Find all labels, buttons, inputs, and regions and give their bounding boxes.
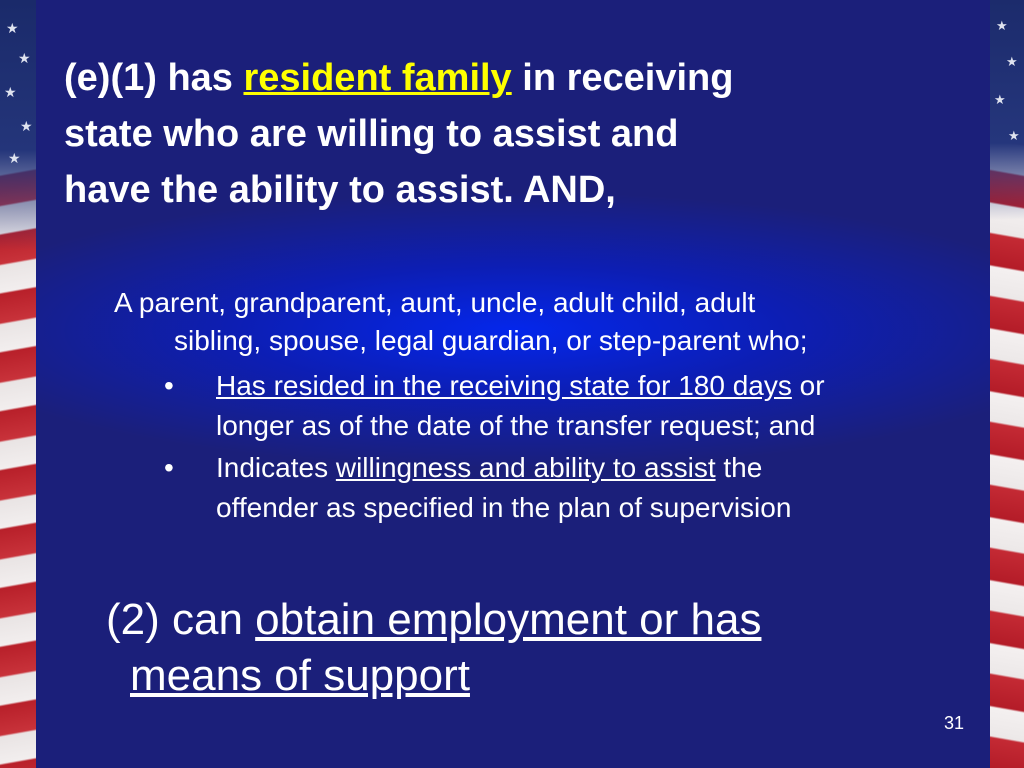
criteria-list <box>164 366 964 530</box>
point-two-line-1 <box>106 592 966 648</box>
definition-intro <box>114 284 974 360</box>
bullet-marker: • <box>164 370 174 401</box>
flag-decoration-left <box>0 0 36 768</box>
title-line-3: have the ability to assist. AND, <box>64 169 616 211</box>
bullet-text: or <box>791 370 825 401</box>
list-item <box>164 448 964 528</box>
bullet-text: the <box>715 452 763 483</box>
point-two-underlined-2: means of support <box>130 651 470 700</box>
intro-line-2: sibling, spouse, legal guardian, or step-parent who; <box>174 325 808 356</box>
flag-stars-right: ★ ★ ★ ★ <box>990 0 1024 220</box>
flag-stars-left: ★ ★ ★ ★ ★ <box>0 0 36 250</box>
bullet-text: Indicates <box>216 452 336 483</box>
point-two-prefix: (2) can <box>106 595 256 644</box>
slide <box>36 0 990 768</box>
bullet-underlined-text: willingness and ability to assist <box>335 452 716 483</box>
intro-line-1: A parent, grandparent, aunt, uncle, adult child, adult <box>114 287 756 318</box>
list-item <box>164 366 964 446</box>
bullet-marker: • <box>164 452 174 483</box>
bullet-underlined-text: Has resided in the receiving state for 180 days <box>216 370 792 401</box>
page-number: 31 <box>943 713 964 733</box>
flag-decoration-right <box>990 0 1024 768</box>
point-two <box>106 592 966 704</box>
slide-title <box>64 50 944 218</box>
title-line-2: state who are willing to assist and <box>64 113 679 155</box>
title-prefix: (e)(1) has <box>64 57 244 99</box>
point-two-underlined-1: obtain employment or has <box>255 595 762 644</box>
title-highlight: resident family <box>243 57 512 99</box>
bullet-text-line-2: offender as specified in the plan of supervision <box>216 492 792 523</box>
bullet-text-line-2: longer as of the date of the transfer request; and <box>216 410 816 441</box>
title-suffix: in receiving <box>511 57 734 99</box>
